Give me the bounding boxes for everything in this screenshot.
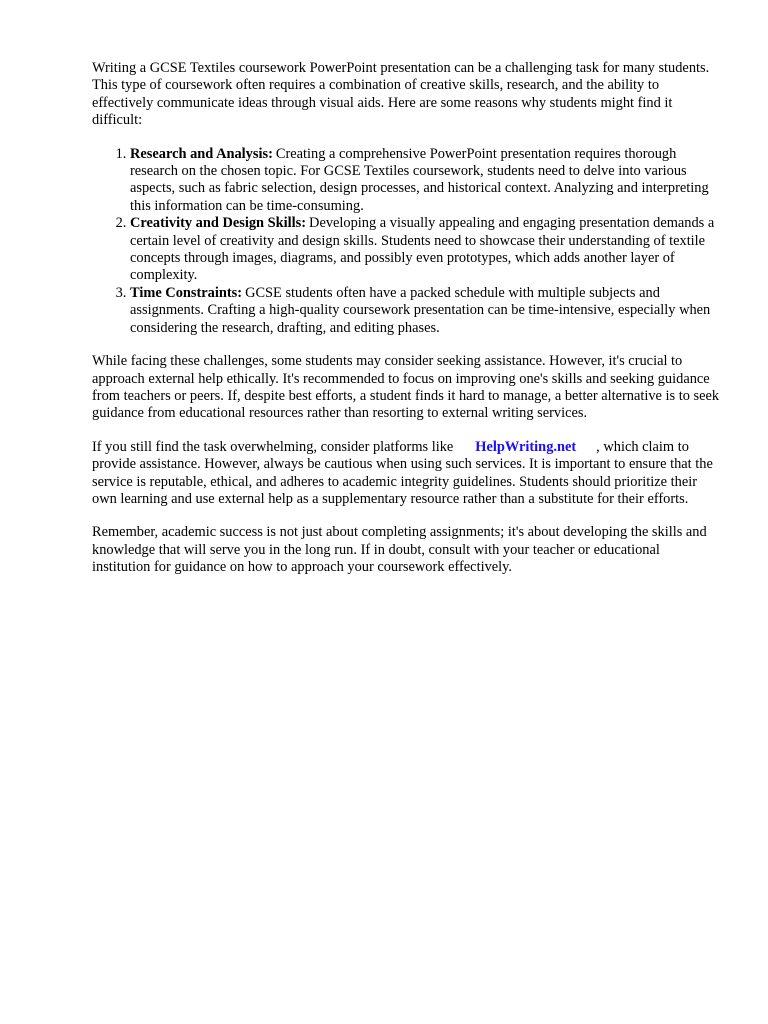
list-item: [130, 146, 720, 216]
intro-paragraph: Writing a GCSE Textiles coursework PowerPoint presentation can be a challenging task for many students. This type of coursework often requires a combination of creative skills, research, and the ability to effectively communicate ideas through visual aids. Here are some reasons why students might find it difficult:: [92, 60, 710, 129]
reason-heading: Research and Analysis:: [130, 145, 273, 162]
closing-paragraph: Remember, academic success is not just about completing assignments; it's about developing the skills and knowledge that will serve you in the long run. If in doubt, consult with your teacher or educational institution for guidance on how to approach your coursework effectively.: [92, 524, 707, 576]
platforms-text-before: If you still find the task overwhelming, consider platforms like: [92, 438, 454, 455]
ethics-paragraph: While facing these challenges, some students may consider seeking assistance. However, it's crucial to approach external help ethically. It's recommended to focus on improving one's skills and seeking guidance from teachers or peers. If, despite best efforts, a student finds it hard to manage, a better alternative is to seek guidance from educational resources rather than resorting to external writing services.: [92, 353, 720, 422]
reasons-list: [92, 146, 720, 337]
reason-heading: Time Constraints:: [130, 284, 243, 301]
list-item: [130, 285, 720, 337]
platforms-text-after: , which claim to provide assistance. However, always be cautious when using such services. It is important to ensure that the service is reputable, ethical, and adheres to academic integrity guidelines. Students should prioritize their own learning and use external help as a supplementary resource rather than a substitute for their efforts.: [92, 438, 713, 507]
document-body: [92, 60, 720, 593]
reason-heading: Creativity and Design Skills:: [130, 215, 307, 232]
reason-text: Developing a visually appealing and engaging presentation demands a certain level of creativity and design skills. Students need to showcase their understanding of textile concepts through images, diagrams, and possibly even prototypes, which adds another layer of complexity.: [130, 215, 715, 284]
reason-text: Creating a comprehensive PowerPoint presentation requires thorough research on the chosen topic. For GCSE Textiles coursework, students need to delve into various aspects, such as fabric selection, design processes, and historical context. Analyzing and interpreting this information can be time-consuming.: [130, 145, 709, 214]
list-item: [130, 215, 720, 285]
platforms-paragraph: [92, 439, 720, 509]
reason-text: GCSE students often have a packed schedule with multiple subjects and assignments. Crafting a high-quality coursework presentation can be time-intensive, especially when considering the research, drafting, and editing phases.: [130, 284, 711, 336]
helpwriting-link[interactable]: HelpWriting.net: [475, 438, 577, 455]
